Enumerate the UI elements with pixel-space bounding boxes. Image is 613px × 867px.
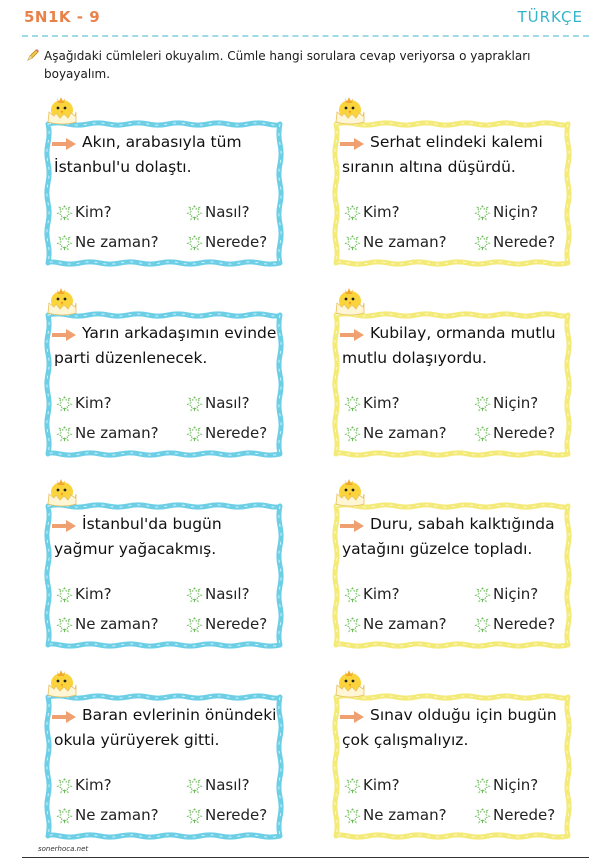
leaf-icon[interactable] (344, 777, 361, 794)
card-sentence: Serhat elindeki kalemi sıranın altına düşürdü. (342, 133, 543, 176)
option-kim[interactable] (56, 585, 112, 603)
question-card (44, 311, 284, 458)
option-label: Nerede? (493, 424, 556, 442)
footer-line (22, 857, 589, 858)
option-kim[interactable] (56, 203, 112, 221)
chick-icon (330, 663, 370, 699)
leaf-icon[interactable] (474, 204, 491, 221)
option-label: Kim? (75, 203, 112, 221)
leaf-icon[interactable] (474, 425, 491, 442)
option-label: Nerede? (205, 424, 268, 442)
option-label: Nerede? (493, 233, 556, 251)
option-label: Nasıl? (205, 394, 250, 412)
leaf-icon[interactable] (56, 425, 73, 442)
question-card (44, 502, 284, 649)
card-sentence: Sınav olduğu için bugün çok çalışmalıyız. (342, 706, 557, 749)
option-label: Kim? (75, 394, 112, 412)
leaf-icon[interactable] (344, 807, 361, 824)
option-label: Niçin? (493, 776, 539, 794)
option-label: Ne zaman? (363, 615, 447, 633)
leaf-icon[interactable] (344, 234, 361, 251)
instruction (26, 47, 586, 83)
card-sentence: Baran evlerinin önündeki okula yürüyerek gitti. (54, 706, 277, 749)
option-label: Ne zaman? (75, 615, 159, 633)
option-nerede[interactable] (186, 806, 267, 824)
option-ne-zaman[interactable] (56, 806, 159, 824)
leaf-icon[interactable] (56, 204, 73, 221)
question-card (332, 311, 572, 458)
header-divider (22, 35, 589, 37)
option-nerede[interactable] (186, 615, 267, 633)
option-kim[interactable] (56, 394, 112, 412)
option-label: Niçin? (493, 585, 539, 603)
option-nerede[interactable] (474, 806, 555, 824)
option-ne-zaman[interactable] (56, 424, 159, 442)
option-ne-zaman[interactable] (344, 615, 447, 633)
leaf-icon[interactable] (186, 616, 203, 633)
option-label: Ne zaman? (363, 806, 447, 824)
option-label: Kim? (363, 776, 400, 794)
option-ne-zaman[interactable] (56, 233, 159, 251)
option-label: Ne zaman? (363, 424, 447, 442)
card-sentence: Duru, sabah kalktığında yatağını güzelce topladı. (342, 515, 555, 558)
option-label: Nasıl? (205, 203, 250, 221)
card-sentence: Yarın arkadaşımın evinde parti düzenlenecek. (54, 324, 277, 367)
option-second[interactable] (474, 776, 538, 794)
option-label: Nasıl? (205, 585, 250, 603)
option-kim[interactable] (344, 776, 400, 794)
option-second[interactable] (474, 394, 538, 412)
option-ne-zaman[interactable] (344, 233, 447, 251)
leaf-icon[interactable] (186, 395, 203, 412)
option-kim[interactable] (344, 203, 400, 221)
option-label: Nerede? (493, 806, 556, 824)
chick-icon (42, 472, 82, 508)
option-ne-zaman[interactable] (344, 806, 447, 824)
option-label: Nasıl? (205, 776, 250, 794)
option-label: Ne zaman? (75, 806, 159, 824)
leaf-icon[interactable] (344, 616, 361, 633)
leaf-icon[interactable] (186, 777, 203, 794)
option-kim[interactable] (344, 394, 400, 412)
footer-text: sonerhoca.net (38, 845, 89, 853)
question-card (332, 502, 572, 649)
option-label: Nerede? (205, 233, 268, 251)
leaf-icon[interactable] (344, 204, 361, 221)
leaf-icon[interactable] (56, 807, 73, 824)
header-code: 5N1K - 9 (24, 8, 101, 26)
option-label: Ne zaman? (75, 424, 159, 442)
option-kim[interactable] (344, 585, 400, 603)
option-second[interactable] (186, 585, 250, 603)
card-sentence: Kubilay, ormanda mutlu mutlu dolaşıyordu. (342, 324, 556, 367)
leaf-icon[interactable] (474, 777, 491, 794)
option-second[interactable] (474, 203, 538, 221)
leaf-icon[interactable] (56, 234, 73, 251)
option-label: Niçin? (493, 394, 539, 412)
question-card (44, 693, 284, 840)
leaf-icon[interactable] (344, 586, 361, 603)
chick-icon (42, 281, 82, 317)
instruction-text: Aşağıdaki cümleleri okuyalım. Cümle hangi sorulara cevap veriyorsa o yaprakları boyayalım. (44, 49, 531, 81)
card-sentence: Akın, arabasıyla tüm İstanbul'u dolaştı. (54, 133, 242, 176)
chick-icon (330, 281, 370, 317)
question-card (44, 120, 284, 267)
option-nerede[interactable] (474, 233, 555, 251)
option-label: Kim? (363, 203, 400, 221)
option-ne-zaman[interactable] (344, 424, 447, 442)
leaf-icon[interactable] (56, 616, 73, 633)
option-label: Nerede? (205, 615, 268, 633)
option-label: Kim? (75, 776, 112, 794)
option-nerede[interactable] (186, 424, 267, 442)
leaf-icon[interactable] (56, 395, 73, 412)
leaf-icon[interactable] (56, 777, 73, 794)
option-label: Ne zaman? (75, 233, 159, 251)
option-label: Kim? (75, 585, 112, 603)
option-label: Nerede? (493, 615, 556, 633)
leaf-icon[interactable] (186, 425, 203, 442)
chick-icon (330, 472, 370, 508)
leaf-icon[interactable] (474, 395, 491, 412)
card-sentence: İstanbul'da bugün yağmur yağacakmış. (54, 515, 222, 558)
leaf-icon[interactable] (344, 395, 361, 412)
option-nerede[interactable] (474, 424, 555, 442)
option-kim[interactable] (56, 776, 112, 794)
leaf-icon[interactable] (186, 586, 203, 603)
leaf-icon[interactable] (474, 586, 491, 603)
leaf-icon[interactable] (474, 616, 491, 633)
leaf-icon[interactable] (186, 234, 203, 251)
pencil-icon (26, 48, 40, 62)
option-label: Kim? (363, 585, 400, 603)
question-card (332, 693, 572, 840)
leaf-icon[interactable] (186, 807, 203, 824)
question-card (332, 120, 572, 267)
option-nerede[interactable] (186, 233, 267, 251)
option-ne-zaman[interactable] (56, 615, 159, 633)
leaf-icon[interactable] (474, 234, 491, 251)
option-label: Niçin? (493, 203, 539, 221)
option-second[interactable] (186, 394, 250, 412)
option-label: Ne zaman? (363, 233, 447, 251)
chick-icon (42, 663, 82, 699)
option-second[interactable] (474, 585, 538, 603)
option-second[interactable] (186, 203, 250, 221)
header-subject: TÜRKÇE (517, 8, 583, 26)
chick-icon (42, 90, 82, 126)
option-second[interactable] (186, 776, 250, 794)
option-label: Nerede? (205, 806, 268, 824)
leaf-icon[interactable] (56, 586, 73, 603)
option-nerede[interactable] (474, 615, 555, 633)
leaf-icon[interactable] (344, 425, 361, 442)
leaf-icon[interactable] (186, 204, 203, 221)
leaf-icon[interactable] (474, 807, 491, 824)
option-label: Kim? (363, 394, 400, 412)
chick-icon (330, 90, 370, 126)
